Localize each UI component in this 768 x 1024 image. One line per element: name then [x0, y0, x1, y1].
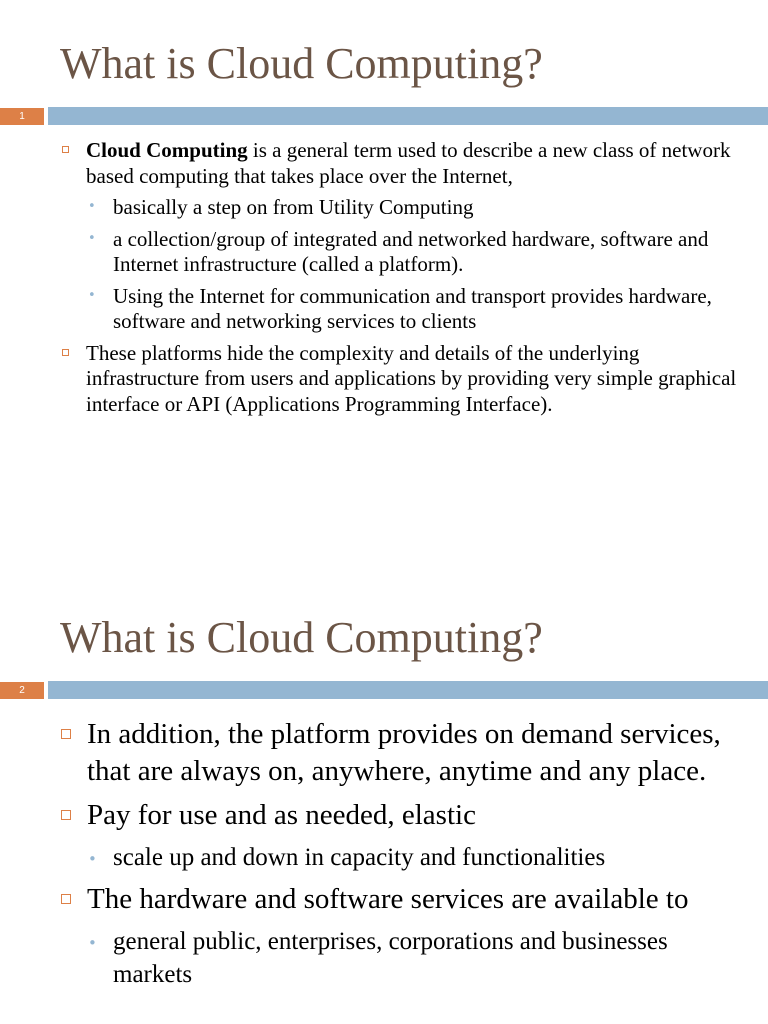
sub-bullet-item [60, 841, 738, 874]
slide-title: What is Cloud Computing? [60, 613, 543, 662]
bullet-text: These platforms hide the complexity and details of the underlying infrastructure from users and applications by providing very simple graphical interface or API (Applications Programming Interface). [86, 340, 737, 416]
sub-bullet-text: general public, enterprises, corporations and businesses markets [113, 928, 668, 988]
dot-bullet-icon: • [88, 230, 96, 246]
bullet-item [60, 881, 738, 918]
dot-bullet-icon: • [88, 850, 97, 868]
bullet-text: is a general term used to describe a new class of network based computing that takes place over the Internet, [86, 138, 731, 188]
title-underline-bar [48, 681, 768, 699]
slide-number-badge: 1 [0, 108, 44, 125]
sub-bullet-item [60, 925, 738, 991]
slide-number-badge: 2 [0, 682, 44, 699]
sub-bullet-text: Using the Internet for communication and transport provides hardware, software and networking services to clients [113, 283, 712, 333]
sub-bullet-item [60, 227, 738, 278]
bullet-text: Pay for use and as needed, elastic [87, 799, 476, 831]
dot-bullet-icon: • [88, 934, 97, 952]
sub-bullet-text: scale up and down in capacity and functionalities [113, 844, 606, 871]
bullet-text: The hardware and software services are available to [87, 883, 689, 915]
dot-bullet-icon: • [88, 199, 96, 214]
square-bullet-icon [62, 146, 69, 153]
slide-title: What is Cloud Computing? [60, 39, 543, 88]
sub-bullet-text: a collection/group of integrated and networked hardware, software and Internet infrastructure (called a platform). [113, 226, 709, 276]
square-bullet-icon [61, 894, 71, 904]
slide-content [60, 716, 738, 991]
title-underline-bar [48, 107, 768, 125]
square-bullet-icon [61, 810, 71, 820]
bullet-bold-term: Cloud Computing [86, 138, 248, 162]
sub-bullet-item [60, 284, 738, 335]
square-bullet-icon [62, 349, 69, 356]
bullet-text: In addition, the platform provides on demand services, that are always on, anywhere, anytime and any place. [87, 718, 721, 787]
slide-2 [0, 574, 768, 1024]
slide-content [60, 138, 738, 417]
square-bullet-icon [61, 729, 71, 739]
bullet-item [60, 716, 738, 790]
bullet-item [60, 341, 738, 418]
bullet-item [60, 138, 738, 189]
sub-bullet-text: basically a step on from Utility Computing [113, 195, 474, 219]
bullet-item [60, 797, 738, 834]
dot-bullet-icon: • [88, 287, 96, 303]
sub-bullet-item [60, 195, 738, 221]
